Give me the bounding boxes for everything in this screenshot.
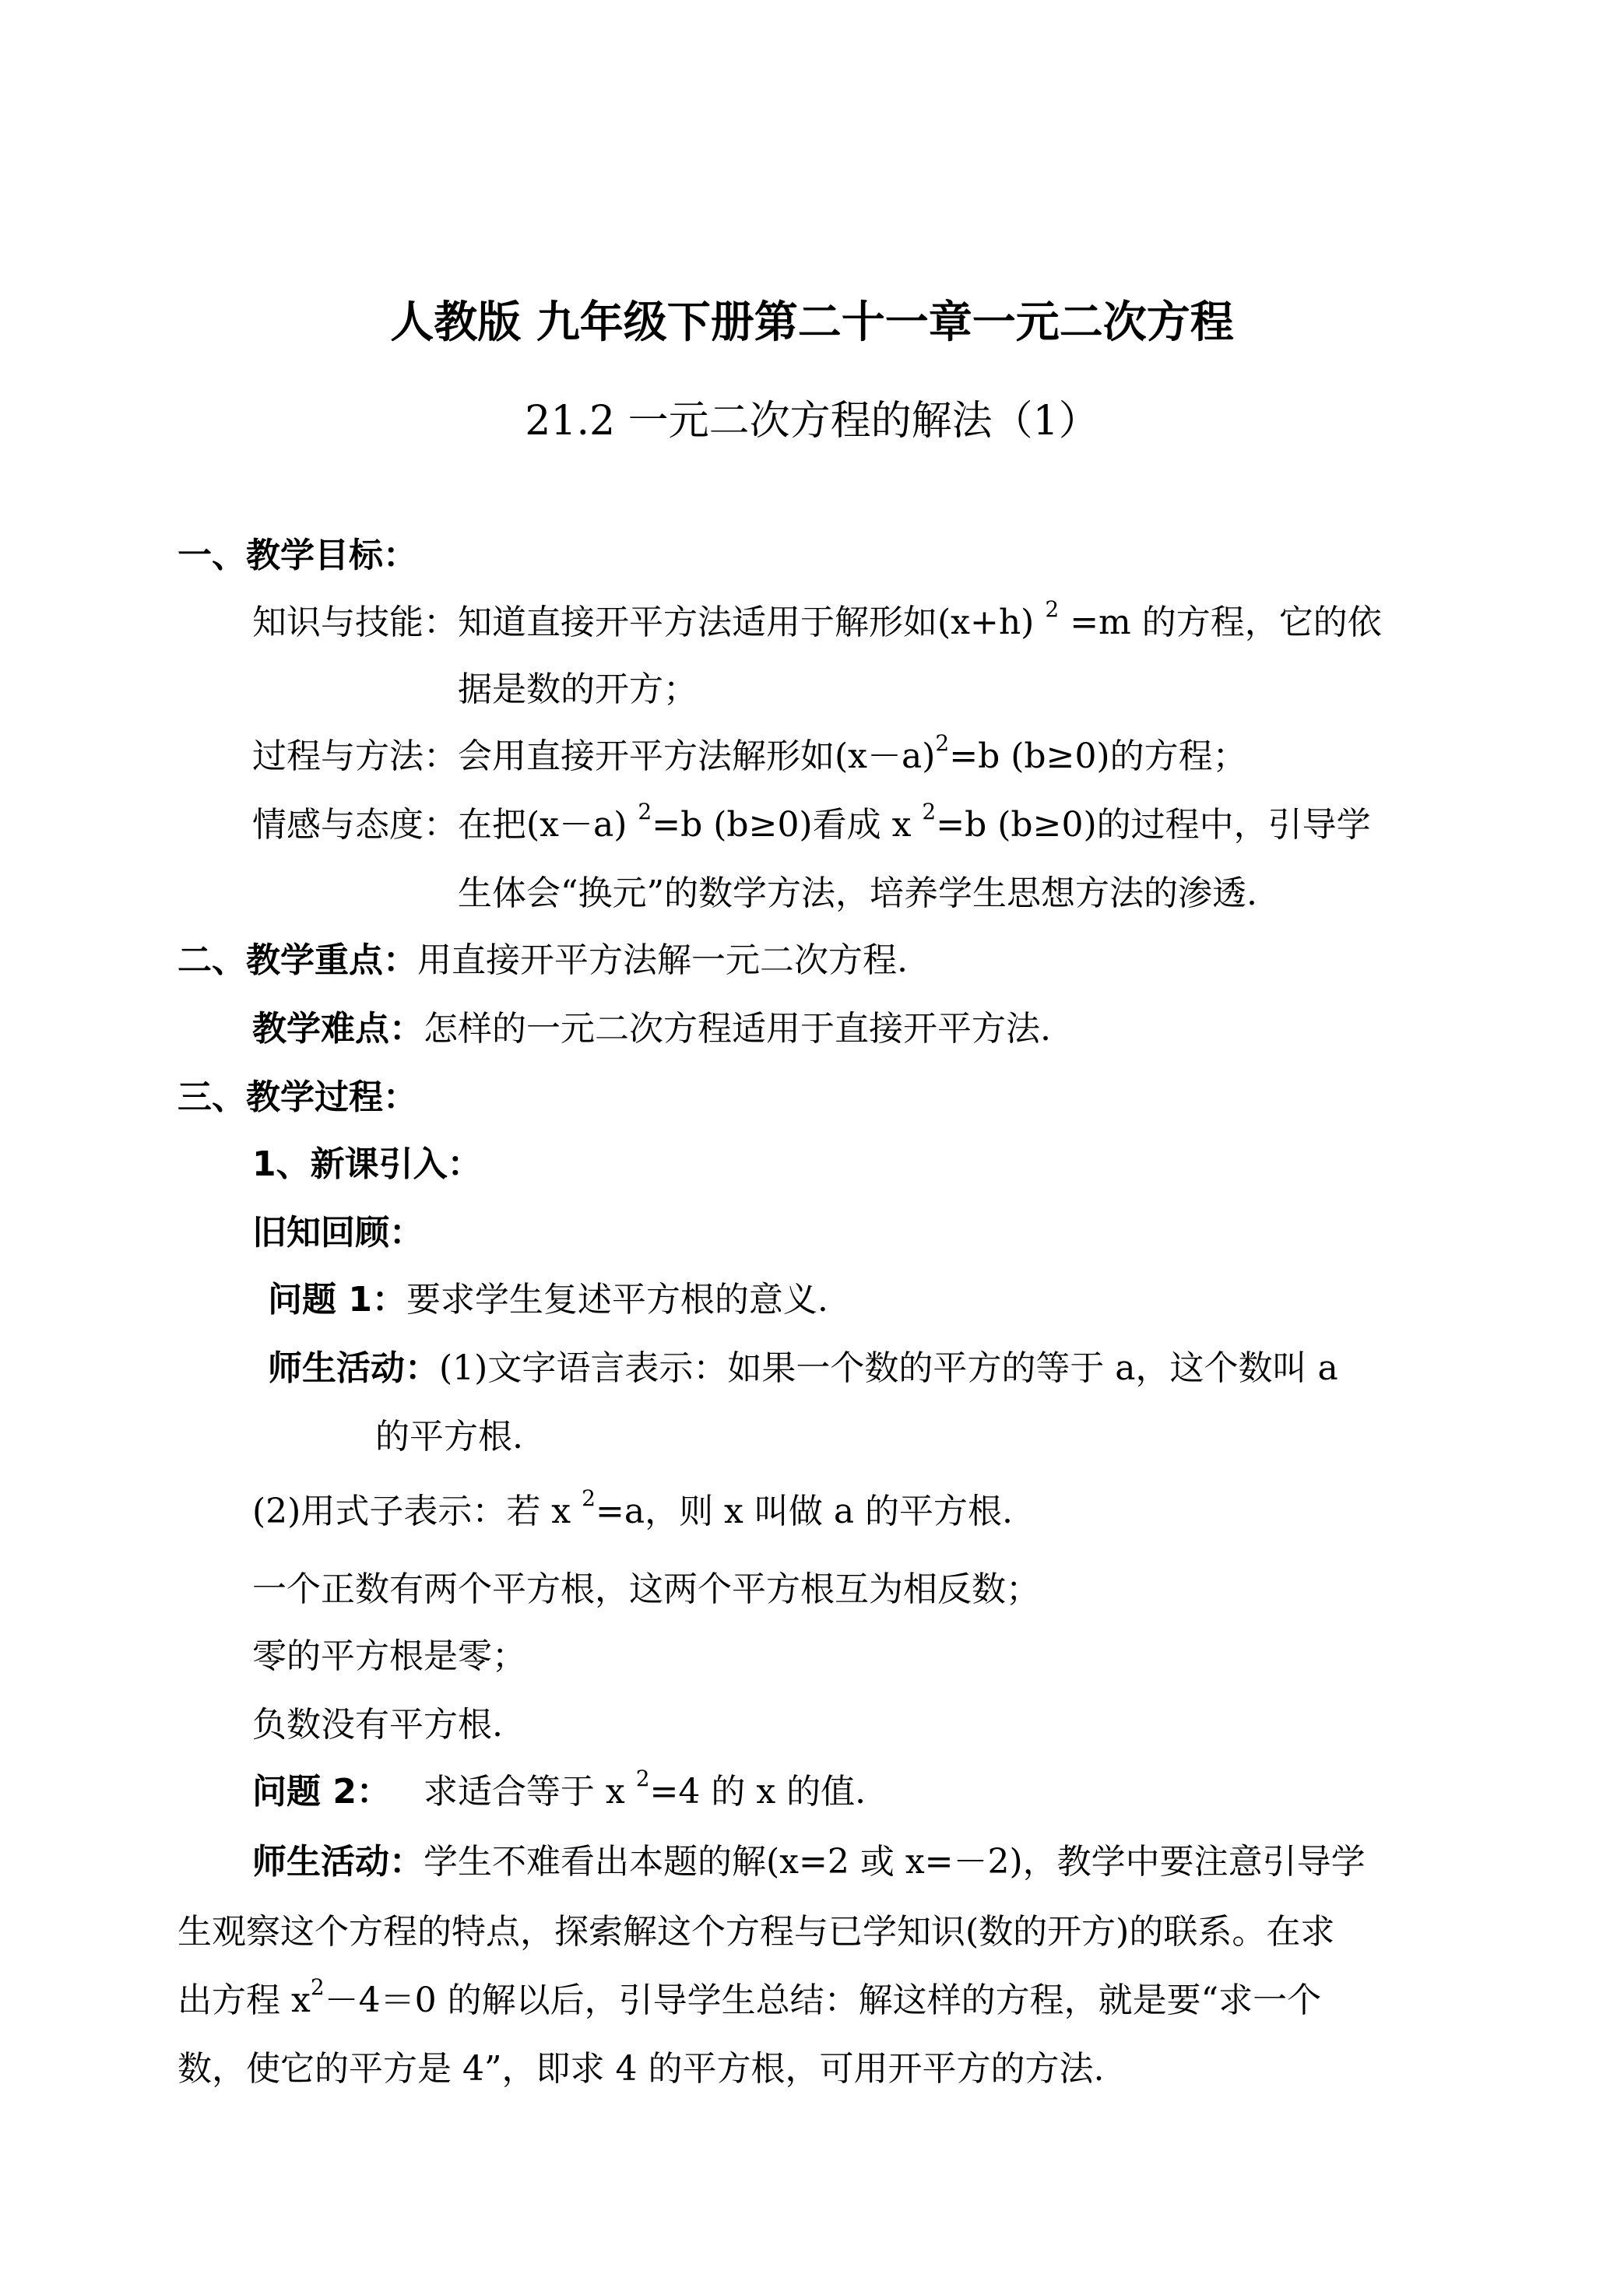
activity-label: 师生活动： [252, 1842, 424, 1882]
activity-2-line-4: 数，使它的平方是 4”，即求 4 的平方根，可用开平方的方法. [178, 2049, 1105, 2089]
question-label: 问题 1： [268, 1280, 406, 1320]
section-heading-process: 三、教学过程： [178, 1077, 417, 1117]
superscript: 2 [635, 1766, 650, 1791]
activity-text: (1)文字语言表示：如果一个数的平方的等于 a，这个数叫 a [439, 1348, 1338, 1388]
question-text: =4 的 x 的值. [649, 1772, 866, 1812]
section-heading-key-point: 二、教学重点： [178, 940, 417, 980]
objective-text: 会用直接开平方法解形如(x－a) [458, 736, 936, 776]
question-2 [252, 1766, 866, 1815]
objective-label: 情感与态度： [252, 805, 458, 845]
superscript: 2 [922, 799, 937, 824]
objective-emotion-continued: 生体会“换元”的数学方法，培养学生思想方法的渗透. [458, 873, 1257, 913]
activity-2-line-1 [252, 1839, 1366, 1886]
superscript: 2 [582, 1485, 596, 1511]
objective-knowledge-continued: 据是数的开方； [458, 670, 698, 709]
fact-positive: 一个正数有两个平方根，这两个平方根互为相反数； [252, 1569, 1040, 1609]
key-point-text: 用直接开平方法解一元二次方程. [417, 940, 908, 980]
activity-text: －4＝0 的解以后，引导学生总结：解这样的方程，就是要“求一个 [324, 1980, 1322, 2020]
section-heading-objectives: 一、教学目标： [178, 536, 417, 575]
expression-text: =a，则 x 叫做 a 的平方根. [595, 1492, 1014, 1531]
activity-1-continued: 的平方根. [375, 1417, 523, 1457]
question-label: 问题 2： [252, 1772, 391, 1812]
question-1 [268, 1277, 828, 1323]
objective-knowledge [252, 596, 1382, 646]
question-text: 要求学生复述平方根的意义. [406, 1280, 828, 1320]
objective-label: 过程与方法： [252, 736, 458, 776]
difficulty-text: 怎样的一元二次方程适用于直接开平方法. [424, 1009, 1051, 1049]
activity-1 [268, 1345, 1338, 1392]
activity-text: 学生不难看出本题的解(x=2 或 x=－2)，教学中要注意引导学 [424, 1842, 1366, 1882]
document-title: 人教版 九年级下册第二十一章一元二次方程 [390, 297, 1234, 348]
superscript: 2 [1045, 596, 1060, 622]
objective-label: 知识与技能： [252, 603, 458, 642]
expression-line [252, 1485, 1014, 1535]
expression-text: (2)用式子表示：若 x [252, 1492, 571, 1531]
activity-text: 出方程 x [178, 1980, 311, 2020]
objective-text: =b (b≥0)看成 x [652, 805, 912, 845]
objective-text: =b (b≥0)的过程中，引导学 [936, 805, 1371, 845]
activity-2-line-2: 生观察这个方程的特点，探索解这个方程与已学知识(数的开方)的联系。在求 [178, 1912, 1335, 1952]
superscript: 2 [310, 1974, 325, 2000]
objective-process [252, 730, 1247, 780]
question-text: 求适合等于 x [423, 1772, 625, 1812]
objective-text: =m 的方程，它的依 [1070, 603, 1382, 642]
objective-text: 在把(x－a) [458, 805, 627, 845]
review-heading: 旧知回顾： [252, 1213, 424, 1253]
fact-zero: 零的平方根是零； [252, 1636, 526, 1676]
superscript: 2 [638, 799, 652, 824]
document-subtitle: 21.2 一元二次方程的解法（1） [525, 398, 1099, 445]
activity-label: 师生活动： [268, 1348, 439, 1388]
step-new-lesson: 1、新课引入： [252, 1144, 482, 1184]
objective-text: =b (b≥0)的方程； [949, 736, 1247, 776]
key-point [178, 937, 908, 984]
activity-2-line-3 [178, 1974, 1322, 2024]
difficulty [252, 1006, 1051, 1053]
objective-emotion [252, 799, 1371, 849]
fact-negative: 负数没有平方根. [252, 1705, 503, 1745]
objective-text: 知道直接开平方法适用于解形如(x+h) [458, 603, 1035, 642]
difficulty-label: 教学难点： [252, 1009, 424, 1049]
superscript: 2 [935, 730, 950, 756]
